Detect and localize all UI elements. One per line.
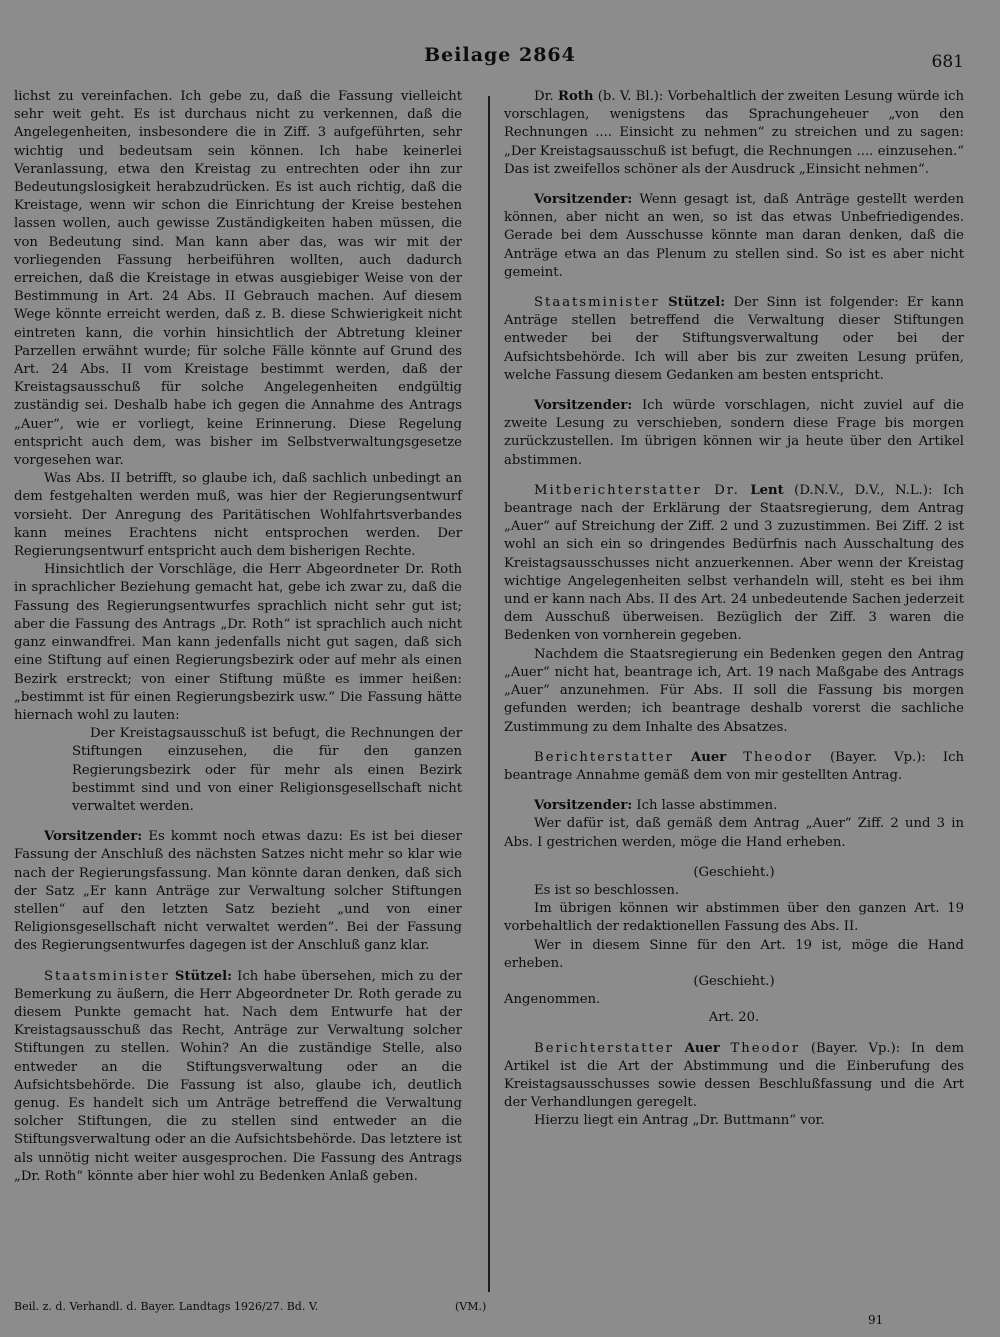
speech-text: (D.N.V., D.V., N.L.): Ich beantrage nach der Erklärung der Staatsregierung, dem Antrag „Auer“ auf Streichung der Ziff. 2 und 3 zuzustimmen. Bei Ziff. 2 ist wohl an sich ein so dringendes Bedürfnis nach Ausschaltung des Kreistagsausschusses nicht anzuerkennen. Aber wenn der Kreistag wichtige Angelegenheiten selbst verhandeln will, steht es bei ihm und er kann nach Abs. II des Art. 24 unbedeutende Sachen jederzeit dem Ausschuß überweisen. Bezüglich der Ziff. 3 waren die Bedenken von vornherein gegeben. [504,482,964,644]
speech-text: Ich habe übersehen, mich zu der Bemerkung zu äußern, die Herr Abgeordneter Dr. Roth gerade zu diesem Punkte gemacht hat. Nach dem Entwurfe hat der Kreistagsausschuß das Recht, Anträge zur Verwaltung solcher Stiftungen zu stellen. Wohin? An die zuständige Stelle, also entweder an die Stiftungsverwaltung oder an die Aufsichtsbehörde. Die Fassung ist also, glaube ich, deutlich genug. Es handelt sich um Anträge betreffend die Verwaltung solcher Stiftungen, die zu stellen sind entweder an die Stiftungsverwaltung oder an die Aufsichtsbehörde. Das letztere ist als unnötig nicht weiter ausgesprochen. Die Fassung des Antrags „Dr. Roth“ könnte aber hier wohl zu Bedenken Anlaß geben. [14,968,462,1184]
speech-text: (b. V. Bl.): Vorbehaltlich der zweiten Lesung würde ich vorschlagen, wenigstens das Sprachungeheuer „von den Rechnungen .... Einsicht zu nehmen“ zu streichen und zu sagen: „Der Kreistagsausschuß ist befugt, die Rechnungen .... einzusehen.“ Das ist zweifellos schöner als der Ausdruck „Einsicht nehmen“. [504,89,964,177]
speech-vorsitzender [504,797,964,815]
speaker-first-name: Theodor [730,1040,801,1056]
speaker-name: Stützel: [668,295,726,311]
stage-direction: (Geschieht.) [693,973,775,989]
paragraph: Nachdem die Staatsregierung ein Bedenken gegen den Antrag „Auer“ nicht hat, beantrage ich, Art. 19 nach Maßgabe des Antrags „Auer“ anzunehmen. Für Abs. II soll die Fassung bis morgen gefunden werden; ich beantrage deshalb vorerst die sachliche Zustimmung zu dem Inhalte des Absatzes. [504,646,964,735]
speaker-title: Mitberichterstatter Dr. [534,482,740,498]
paragraph: Hierzu liegt ein Antrag „Dr. Buttmann“ vor. [534,1113,825,1129]
page-header-title: Beilage 2864 [424,44,576,66]
speech-vorsitzender [504,191,964,282]
paragraph: lichst zu vereinfachen. Ich gebe zu, daß die Fassung vielleicht sehr weit geht. Es ist durchaus nicht zu verkennen, daß die Angelegenheiten, insbesondere die in Ziff. 3 aufgeführten, sehr wichtig und bedeutsam sein können. Ich habe keinerlei Veranlassung, etwa den Kreistag zu entrechten oder ihn zur Bedeutungslosigkeit herabzudrücken. Es ist auch richtig, daß die Kreistage, wenn wir schon die Einrichtung der Kreise bestehen lassen wollen, auch gewisse Zuständigkeiten haben müssen, die von Bedeutung sind. Man kann aber das, was wir mit der vorliegenden Fassung herbeiführen wollten, auch dadurch erreichen, daß die Kreistage in etwas ausgiebiger Weise von der Bestimmung in Art. 24 Abs. II Gebrauch machen. Auf diesem Wege könnte erreicht werden, daß z. B. diese Schwierigkeit nicht eintreten kann, die vorhin hinsichtlich der Abtretung kleiner Parzellen erwähnt wurde; für solche Fälle könnte auf Grund des Art. 24 Abs. II vom Kreistage bestimmt werden, daß der Kreistagsausschuß für solche Angelegenheiten endgültig zuständig sei. Deshalb habe ich gegen die Annahme des Antrags „Auer“, wie er vorliegt, keine Erinnerung. Diese Regelung entspricht auch dem, was bisher im Selbstverwaltungsgesetze vorgesehen war. [14,89,462,469]
right-column [504,88,964,1131]
speaker-name: Vorsitzender: [44,829,143,845]
speaker-name: Vorsitzender: [534,798,633,814]
speech-text: (Bayer. Vp.): In dem Artikel ist die Art der Abstimmung und die Einberufung des Kreistagsausschusses sowie dessen Beschlußfassung und die Art der Verhandlungen geregelt. [504,1040,964,1111]
speaker-name: Vorsitzender: [534,192,633,208]
paragraph: Angenommen. [504,992,601,1008]
speech-auer [504,749,964,785]
speech-auer [504,1040,964,1113]
speech-vorsitzender [14,828,462,955]
speech-text: (Bayer. Vp.): Ich beantrage Annahme gemäß dem von mir gestellten Antrag. [504,749,964,783]
speaker-first-name: Theodor [743,749,813,765]
speaker-title: Dr. [534,89,554,104]
article-heading: Art. 20. [708,1010,760,1026]
speaker-title: Staatsminister [534,295,660,311]
speech-roth [504,88,964,179]
footer-mark: (VM.) [455,1300,487,1313]
speaker-name: Lent [750,482,784,498]
quoted-text: Der Kreistagsausschuß ist befugt, die Rechnungen der Stiftungen einzusehen, die für den ganzen Regierungsbezirk oder für mehr als einen Bezirk bestimmt sind und von einer Religionsgesellschaft nicht verwaltet werden. [72,726,462,814]
footer-source: Beil. z. d. Verhandl. d. Bayer. Landtags 1926/27. Bd. V. [14,1300,319,1313]
speaker-name: Auer [684,1040,720,1056]
stage-direction: (Geschieht.) [693,864,775,880]
column-divider [488,96,490,1292]
speech-text: Der Sinn ist folgender: Er kann Anträge stellen betreffend die Verwaltung dieser Stiftungen entweder bei der Stiftungsverwaltung oder bei der Aufsichtsbehörde. Ich will aber bis zur zweiten Lesung prüfen, welche Fassung diesem Gedanken am besten entspricht. [504,295,964,383]
footer-signature-number: 91 [868,1313,884,1327]
speech-text: Ich würde vorschlagen, nicht zuviel auf die zweite Lesung zu verschieben, sondern diese Frage bis morgen zurückzustellen. Im übrigen können wir ja heute über den Artikel abstimmen. [504,398,964,468]
speech-text: Es kommt noch etwas dazu: Es ist bei dieser Fassung der Anschluß des nächsten Satzes nicht mehr so klar wie nach der Regierungsfassung. Man könnte daran denken, daß sich der Satz „Er kann Anträge zur Verwaltung solcher Stiftungen stellen“ auf den letzten Satz bezieht „und von einer Religionsgesellschaft nicht verwaltet werden“. Bei der Fassung des Regierungsentwurfes dagegen ist der Anschluß ganz klar. [14,829,462,954]
left-column [14,88,462,1186]
speaker-title: Berichterstatter [534,1040,674,1056]
paragraph: Was Abs. II betrifft, so glaube ich, daß sachlich unbedingt an dem festgehalten werden muß, was hier der Regierungsentwurf vorsieht. Der Anregung des Paritätischen Wohlfahrtsverbandes kann meines Erachtens nicht entsprochen werden. Der Regierungsentwurf entspricht auch dem bisherigen Rechte. [14,471,462,560]
speech-text: Ich lasse abstimmen. [636,798,778,814]
paragraph: Hinsichtlich der Vorschläge, die Herr Abgeordneter Dr. Roth in sprachlicher Beziehung gemacht hat, gebe ich zwar zu, daß die Fassung des Regierungsentwurfes sprachlich nicht sehr gut ist; aber die Fassung des Antrags „Dr. Roth“ ist sprachlich auch nicht ganz einwandfrei. Man kann jedenfalls nicht gut sagen, daß sich eine Stiftung auf einen Regierungsbezirk oder auf mehr als einen Bezirk erstreckt; von einer Stiftung müßte es immer heißen: „bestimmt ist für einen Regierungsbezirk usw.“ Die Fassung hätte hiernach wohl zu lauten: [14,562,462,723]
paragraph: Wer in diesem Sinne für den Art. 19 ist, möge die Hand erheben. [504,937,964,971]
speaker-title: Berichterstatter [534,749,674,765]
speaker-name: Auer [691,749,727,765]
speech-stuetzel [14,968,462,1186]
speaker-name: Roth [557,89,594,104]
speech-text: Wenn gesagt ist, daß Anträge gestellt werden können, aber nicht an wen, so ist das etwas Unbefriedigendes. Gerade bei dem Ausschusse könnte man daran denken, daß die Anträge etwa an das Plenum zu stellen sind. So ist es aber nicht gemeint. [504,192,964,280]
speech-vorsitzender [504,397,964,470]
paragraph: Im übrigen können wir abstimmen über den ganzen Art. 19 vorbehaltlich der redaktionellen Fassung des Abs. II. [504,901,964,935]
speech-stuetzel [504,294,964,385]
speaker-title: Staatsminister [44,968,170,984]
page-number: 681 [931,52,964,72]
speaker-name: Vorsitzender: [534,398,633,414]
paragraph: Wer dafür ist, daß gemäß dem Antrag „Auer“ Ziff. 2 und 3 in Abs. I gestrichen werden, möge die Hand erheben. [504,816,964,850]
paragraph: Es ist so beschlossen. [534,882,680,898]
speaker-name: Stützel: [174,968,232,984]
speech-lent [504,482,964,646]
